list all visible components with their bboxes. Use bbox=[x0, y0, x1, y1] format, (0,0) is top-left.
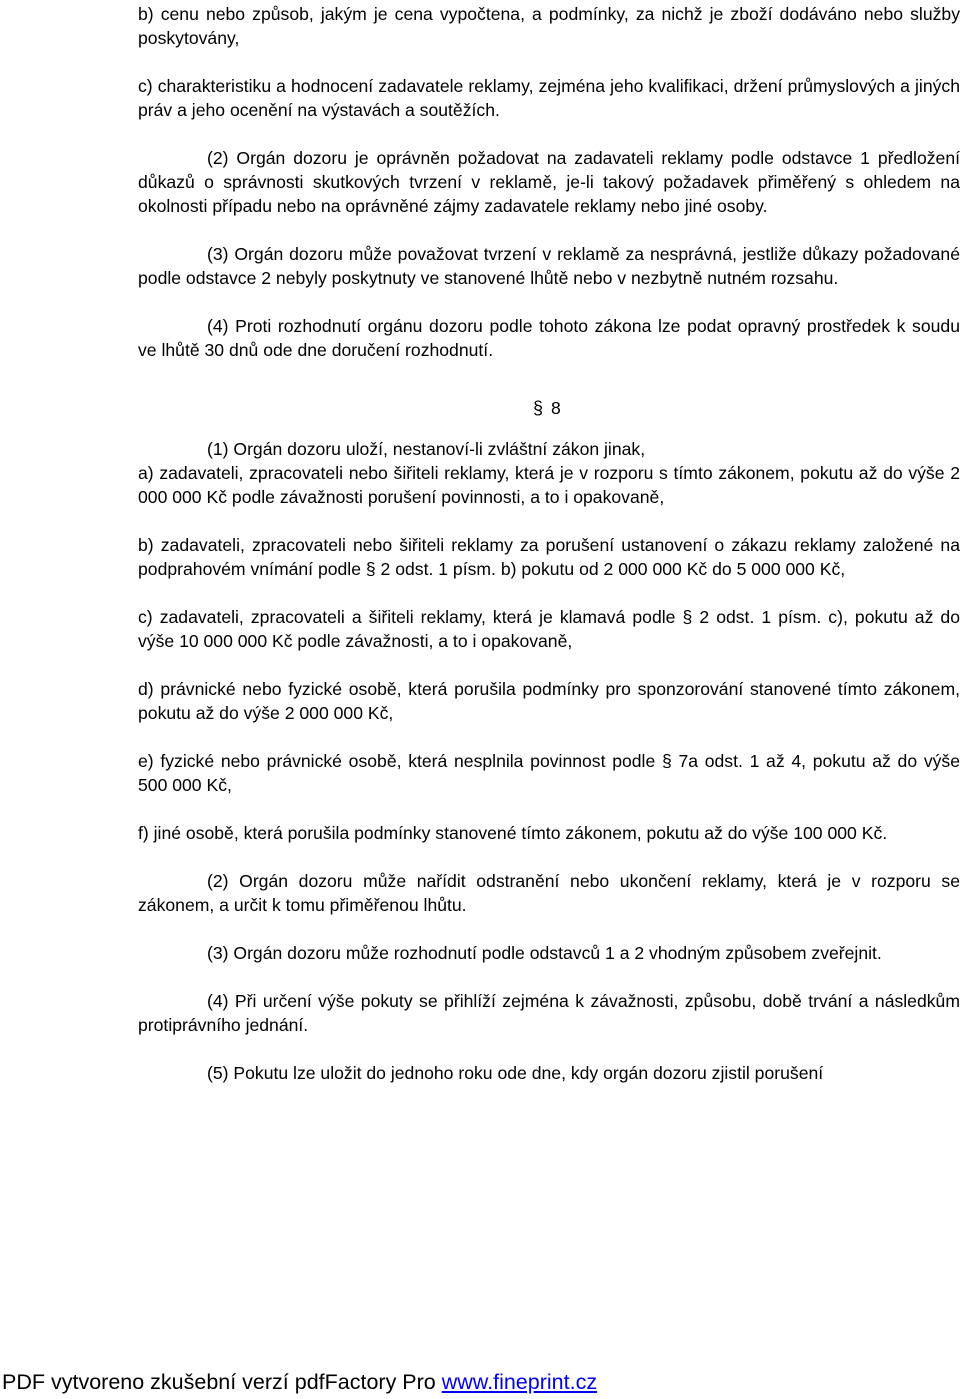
paragraph-item-b: b) cenu nebo způsob, jakým je cena vypočtena, a podmínky, za nichž je zboží dodáváno nebo služby poskytovány, bbox=[138, 4, 960, 48]
section-sign: § bbox=[533, 398, 544, 418]
paragraph-s8-f: f) jiné osobě, která porušila podmínky stanovené tímto zákonem, pokutu až do výše 100 000 Kč. bbox=[138, 823, 888, 843]
paragraph-subsection-4: (4) Proti rozhodnutí orgánu dozoru podle tohoto zákona lze podat opravný prostředek k soudu ve lhůtě 30 dnů ode dne doručení rozhodnutí. bbox=[138, 316, 960, 360]
document-page bbox=[138, 0, 960, 1085]
paragraph-subsection-2: (2) Orgán dozoru je oprávněn požadovat na zadavateli reklamy podle odstavce 1 předložení důkazů o správnosti skutkových tvrzení v reklamě, je-li takový požadavek přiměřený s ohledem na okolnosti případu nebo na oprávněné zájmy zadavatele reklamy nebo jiné osoby. bbox=[138, 148, 960, 216]
paragraph-s8-b: b) zadavateli, zpracovateli nebo šiřiteli reklamy za porušení ustanovení o zákazu reklamy založené na podprahovém vnímání podle § 2 odst. 1 písm. b) pokutu od 2 000 000 Kč do 5 000 000 Kč, bbox=[138, 535, 960, 579]
paragraph-s8-1: (1) Orgán dozoru uloží, nestanoví-li zvláštní zákon jinak, bbox=[207, 439, 646, 459]
paragraph-s8-c: c) zadavateli, zpracovateli a šiřiteli reklamy, která je klamavá podle § 2 odst. 1 písm. c), pokutu až do výše 10 000 000 Kč podle závažnosti, a to i opakovaně, bbox=[138, 607, 960, 651]
pdf-footer bbox=[2, 1368, 597, 1396]
section-number: 8 bbox=[551, 398, 561, 418]
paragraph-s8-e: e) fyzické nebo právnické osobě, která nesplnila povinnost podle § 7a odst. 1 až 4, pokutu až do výše 500 000 Kč, bbox=[138, 751, 960, 795]
footer-text: PDF vytvoreno zkušební verzí pdfFactory Pro bbox=[2, 1370, 442, 1394]
paragraph-s8-d: d) právnické nebo fyzické osobě, která porušila podmínky pro sponzorování stanovené tímto zákonem, pokutu až do výše 2 000 000 Kč, bbox=[138, 679, 960, 723]
paragraph-s8-5: (5) Pokutu lze uložit do jednoho roku ode dne, kdy orgán dozoru zjistil porušení bbox=[207, 1063, 824, 1083]
paragraph-s8-4: (4) Při určení výše pokuty se přihlíží zejména k závažnosti, způsobu, době trvání a následkům protiprávního jednání. bbox=[138, 991, 960, 1035]
section-heading bbox=[138, 396, 960, 420]
footer-link[interactable]: www.fineprint.cz bbox=[441, 1370, 598, 1394]
paragraph-item-c: c) charakteristiku a hodnocení zadavatele reklamy, zejména jeho kvalifikaci, držení průmyslových a jiných práv a jeho ocenění na výstavách a soutěžích. bbox=[138, 76, 960, 120]
paragraph-s8-2: (2) Orgán dozoru může nařídit odstranění nebo ukončení reklamy, která je v rozporu se zákonem, a určit k tomu přiměřenou lhůtu. bbox=[138, 871, 960, 915]
paragraph-subsection-3: (3) Orgán dozoru může považovat tvrzení v reklamě za nesprávná, jestliže důkazy požadované podle odstavce 2 nebyly poskytnuty ve stanovené lhůtě nebo v nezbytně nutném rozsahu. bbox=[138, 244, 960, 288]
paragraph-s8-a: a) zadavateli, zpracovateli nebo šiřiteli reklamy, která je v rozporu s tímto zákonem, pokutu až do výše 2 000 000 Kč podle závažnosti porušení povinnosti, a to i opakovaně, bbox=[138, 463, 960, 507]
paragraph-s8-3: (3) Orgán dozoru může rozhodnutí podle odstavců 1 a 2 vhodným způsobem zveřejnit. bbox=[207, 943, 882, 963]
